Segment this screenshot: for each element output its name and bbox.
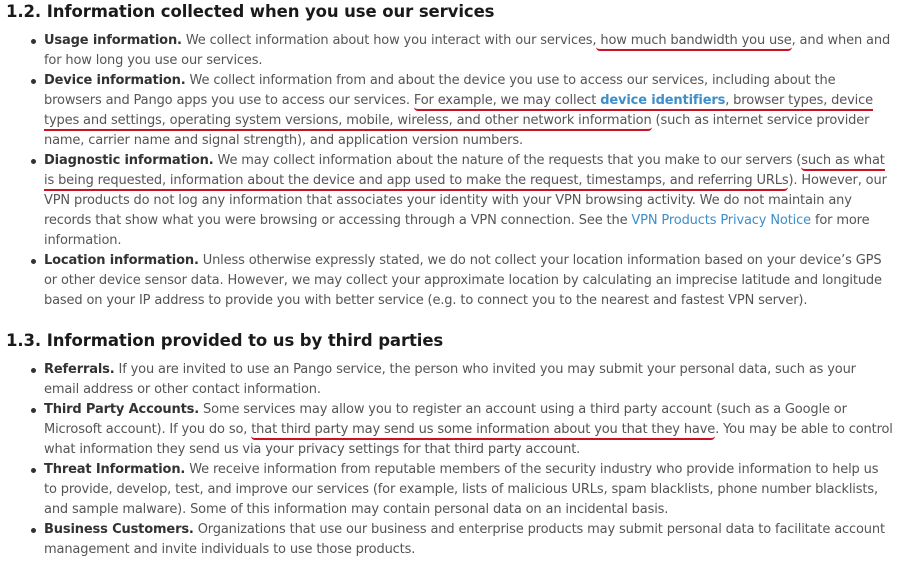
item-text: Some services may allow you to register an account using a third party account (such as a Google or Microsoft account). If you do so, [44, 402, 847, 437]
list-item-business-customers [0, 520, 900, 560]
item-text: (such as internet service provider name, carrier name and signal strength), and application version numbers. [44, 113, 870, 148]
highlighted-text: how much bandwidth you use [596, 33, 791, 51]
item-text: We collect information about how you interact with our services, [181, 33, 597, 48]
item-title: Device information. [44, 73, 186, 88]
item-title: Location information. [44, 253, 199, 268]
list-item-location-information [0, 251, 900, 311]
item-text: Organizations that use our business and enterprise products may submit personal data to facilitate account management and invite individuals to use those products. [44, 522, 885, 557]
information-collected-list [0, 31, 900, 311]
list-item-referrals [0, 360, 900, 400]
list-item-usage-information [0, 31, 900, 71]
item-title: Threat Information. [44, 462, 186, 477]
item-text: We collect information from and about the device you use to access our services, including about the browsers and Pango apps you use to access our services. [44, 73, 836, 108]
item-text: Unless otherwise expressly stated, we do not collect your location information based on your device’s GPS or other device sensor data. However, we may collect your approximate location by calculating an imprecise latitude and longitude based on your IP address to provide you with better service (e.g. to connect you to the nearest and fastest VPN server). [44, 253, 882, 308]
item-text: . You may be able to control what information they send us via your privacy settings for that third party account. [44, 422, 893, 457]
highlighted-text: that third party may send us some information about you that they have [251, 422, 715, 440]
list-item-device-information [0, 71, 900, 151]
list-item-threat-information [0, 460, 900, 520]
item-text: We receive information from reputable members of the security industry who provide information to help us to provide, develop, test, and improve our services (for example, lists of malicious URLs, spam blacklists, phone number blacklists, and sample malware). Some of this information may contain personal data on an incidental basis. [44, 462, 879, 517]
item-title: Business Customers. [44, 522, 194, 537]
highlighted-text: such as what is being requested, information about the device and app used to make the request, timestamps, and referring URLs [44, 153, 885, 191]
list-item-third-party-accounts [0, 400, 900, 460]
item-title: Usage information. [44, 33, 182, 48]
item-text: for more information. [44, 213, 870, 248]
highlighted-text-part: , browser types, device types and settings, operating system versions, mobile, wireless, and other network information [44, 93, 873, 128]
item-title: Third Party Accounts. [44, 402, 200, 417]
item-text: If you are invited to use an Pango service, the person who invited you may submit your personal data, such as your email address or other contact information. [44, 362, 856, 397]
item-title: Diagnostic information. [44, 153, 214, 168]
section-heading-third-parties: 1.3. Information provided to us by third parties [6, 331, 444, 350]
item-text: , and when and for how long you use our services. [44, 33, 891, 68]
device-identifiers-link[interactable]: device identifiers [600, 93, 726, 108]
item-text: We may collect information about the nature of the requests that you make to our servers ( [213, 153, 802, 168]
item-title: Referrals. [44, 362, 115, 377]
highlighted-text-part: For example, we may collect [413, 93, 601, 108]
section-heading-information-collected: 1.2. Information collected when you use our services [6, 2, 495, 21]
item-text: ). However, our VPN products do not log any information that associates your identity with your VPN browsing activity. We do not maintain any records that show what you were browsing or accessing through a VPN connection. See the [44, 173, 887, 228]
third-party-information-list [0, 360, 900, 560]
vpn-privacy-notice-link[interactable]: VPN Products Privacy Notice [631, 213, 811, 228]
list-item-diagnostic-information [0, 151, 900, 251]
